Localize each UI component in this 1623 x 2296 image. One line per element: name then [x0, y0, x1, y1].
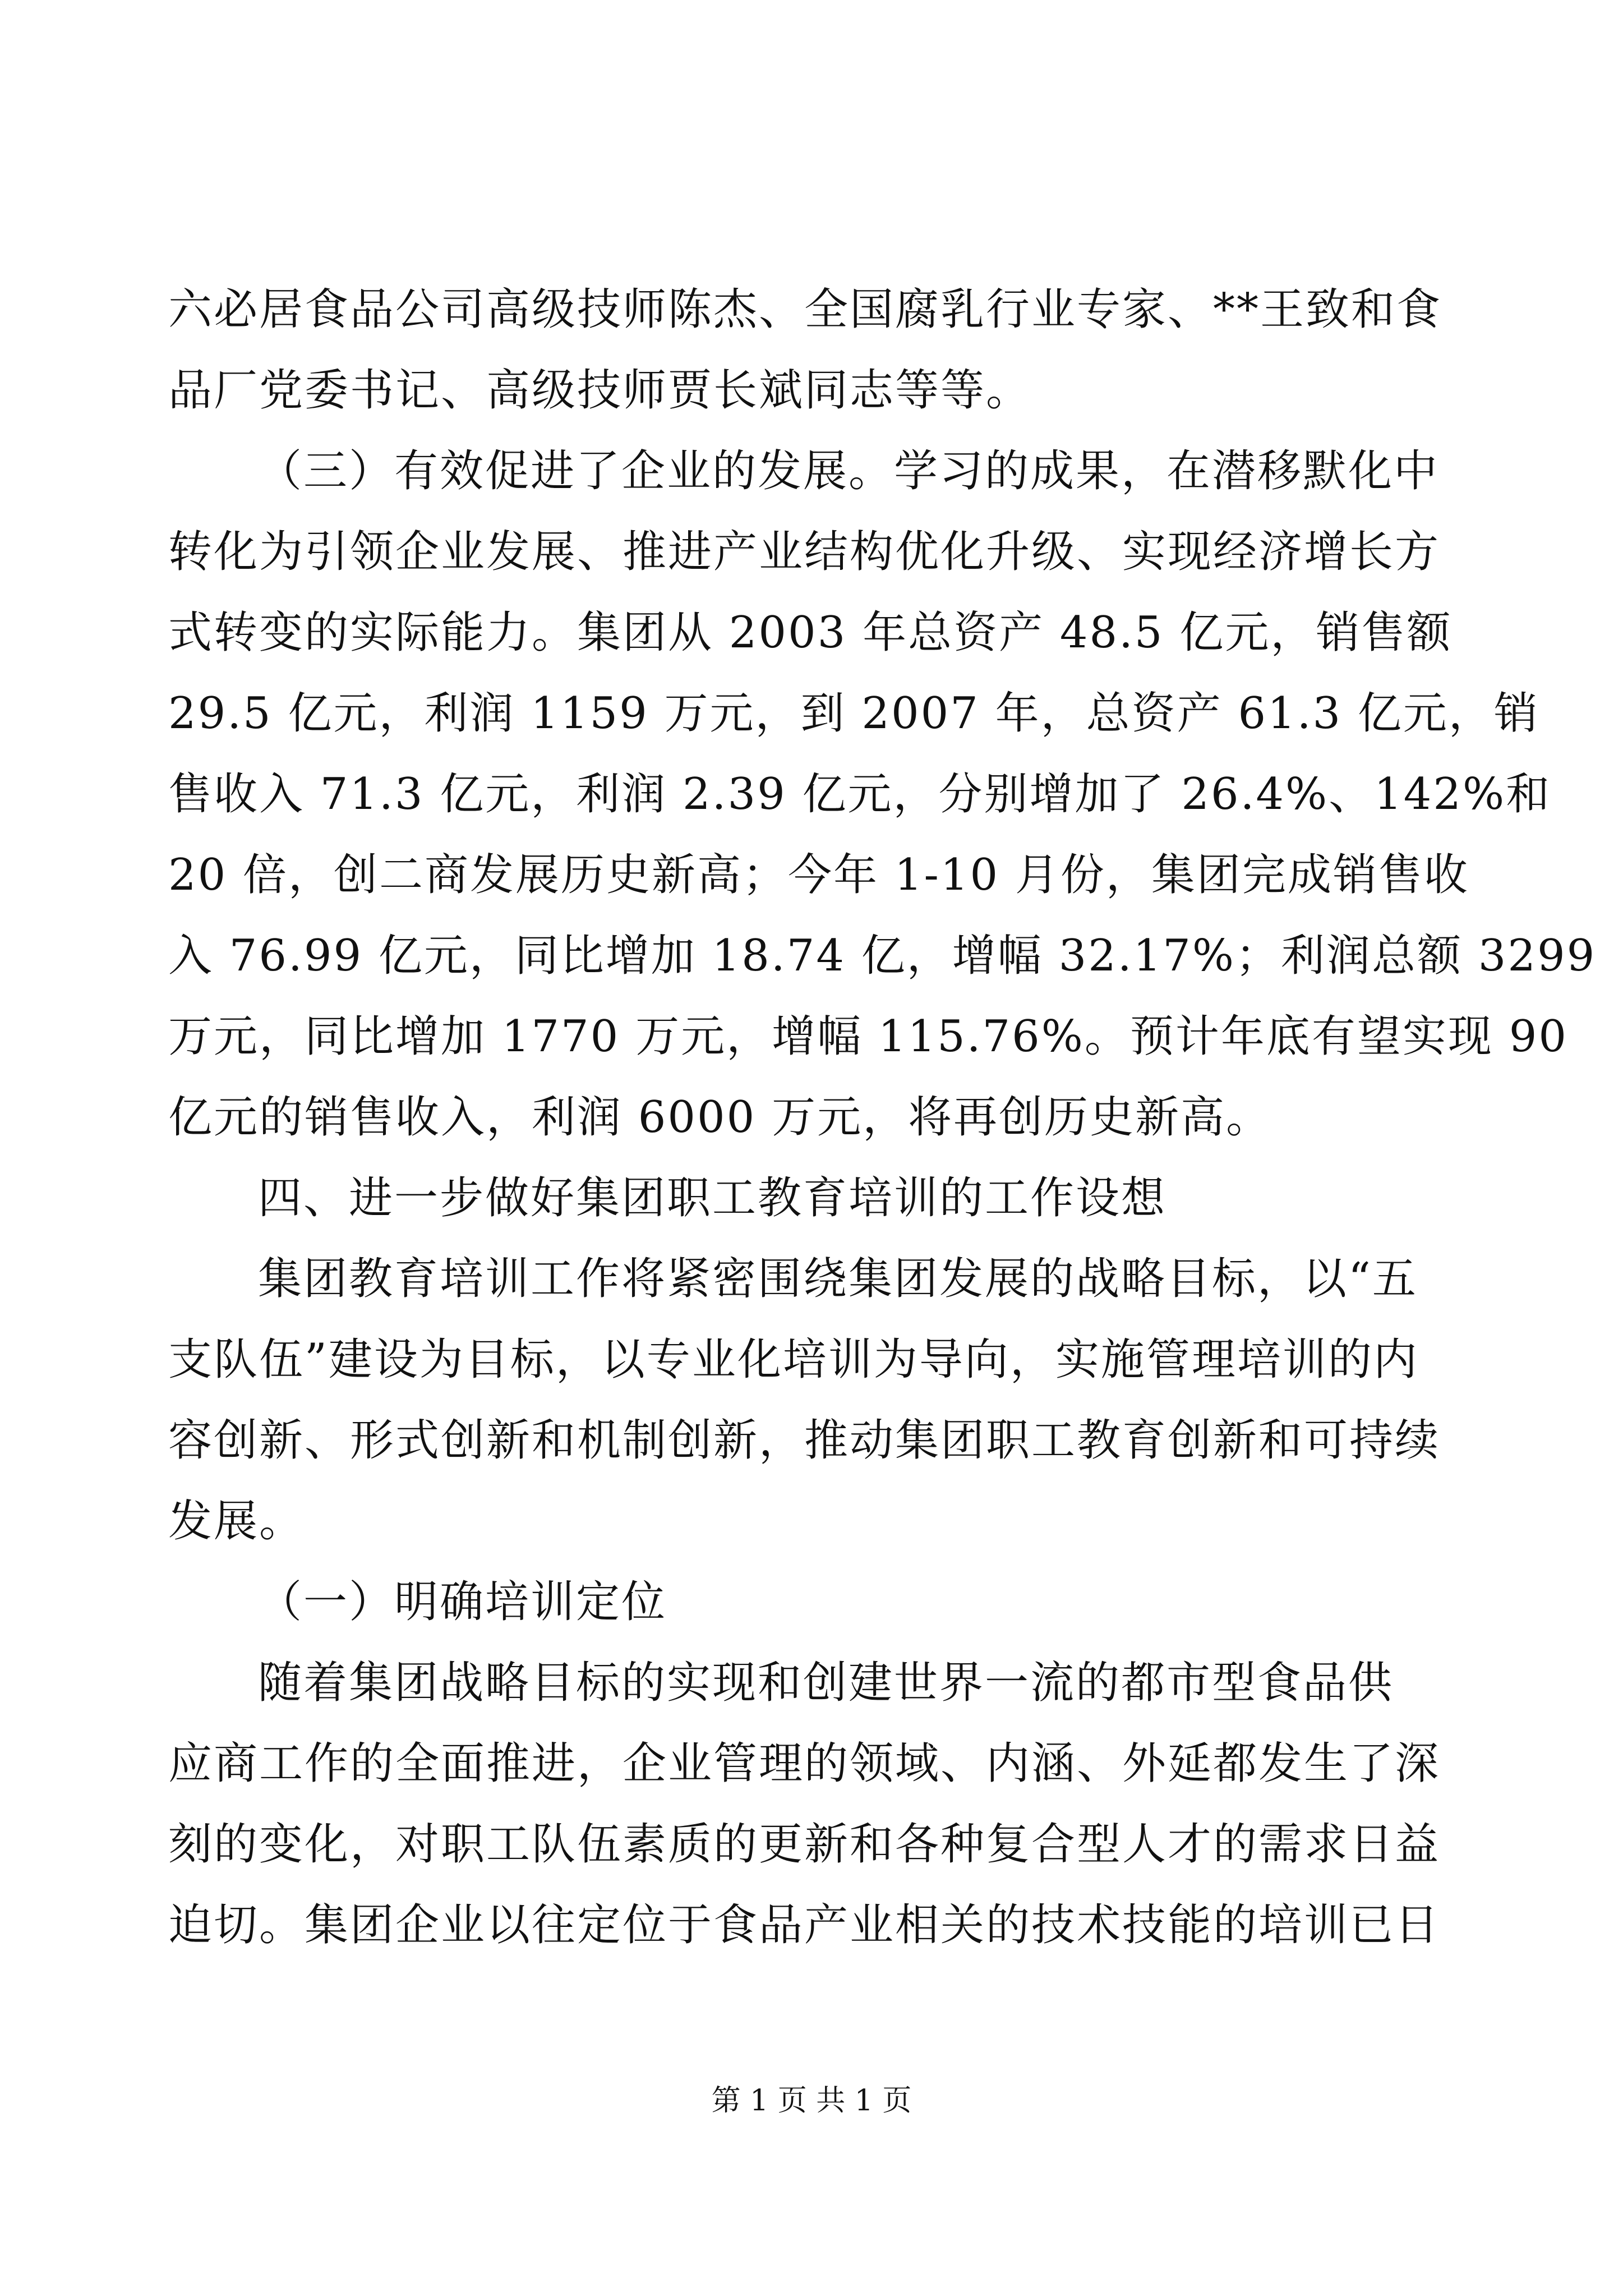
text-line: 迫切。集团企业以往定位于食品产业相关的技术技能的培训已日 [168, 1900, 1441, 1950]
text-line: 20 倍，创二商发展历史新高；今年 1-10 月份，集团完成销售收 [168, 850, 1469, 900]
document-body [168, 269, 1597, 1966]
text-line: 应商工作的全面推进，企业管理的领域、内涵、外延都发生了深 [168, 1738, 1441, 1789]
text-line: 万元，同比增加 1770 万元，增幅 115.76%。预计年底有望实现 90 [168, 1011, 1568, 1062]
text-line: 入 76.99 亿元，同比增加 18.74 亿，增幅 32.17%；利润总额 3299 [168, 931, 1597, 981]
subheading-three: （三）有效促进了企业的发展。学习的成果，在潜移默化中 [258, 446, 1440, 496]
page-footer: 第 1 页 共 1 页 [711, 2084, 912, 2118]
text-line: 亿元的销售收入，利润 6000 万元，将再创历史新高。 [168, 1092, 1272, 1143]
text-line: 刻的变化，对职工队伍素质的更新和各种复合型人才的需求日益 [168, 1819, 1441, 1870]
text-line: 品厂党委书记、高级技师贾长斌同志等等。 [168, 365, 1032, 416]
paragraph-start: 随着集团战略目标的实现和创建世界一流的都市型食品供 [258, 1658, 1394, 1708]
text-line: 支队伍”建设为目标，以专业化培训为导向，实施管理培训的内 [168, 1335, 1419, 1385]
text-line: 29.5 亿元，利润 1159 万元，到 2007 年，总资产 61.3 亿元，销 [168, 688, 1539, 739]
text-line: 转化为引领企业发展、推进产业结构优化升级、实现经济增长方 [168, 527, 1441, 577]
text-line: 容创新、形式创新和机制创新，推动集团职工教育创新和可持续 [168, 1415, 1441, 1466]
text-line: 售收入 71.3 亿元，利润 2.39 亿元，分别增加了 26.4%、142%和 [168, 769, 1552, 820]
text-line: 六必居食品公司高级技师陈杰、全国腐乳行业专家、**王致和食 [168, 284, 1442, 335]
section-heading-four: 四、进一步做好集团职工教育培训的工作设想 [258, 1173, 1167, 1223]
paragraph-start: 集团教育培训工作将紧密围绕集团发展的战略目标，以“五 [258, 1254, 1418, 1304]
text-line: 发展。 [168, 1496, 305, 1547]
subheading-one: （一）明确培训定位 [258, 1577, 667, 1627]
text-line: 式转变的实际能力。集团从 2003 年总资产 48.5 亿元，销售额 [168, 608, 1453, 658]
